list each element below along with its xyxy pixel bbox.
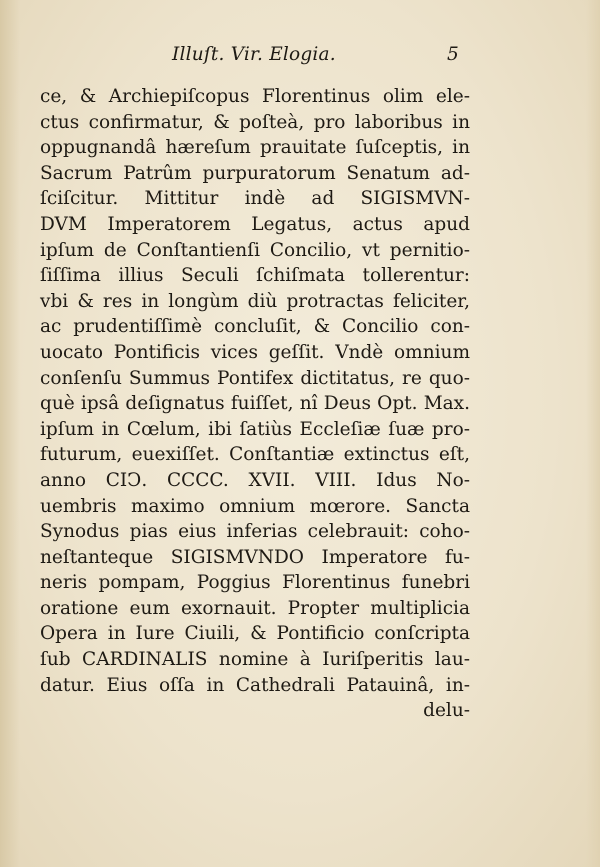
page-edge-shadow-right	[586, 0, 600, 867]
text-line: Sacrum Patrûm purpuratorum Senatum ad-	[40, 162, 470, 184]
text-line: què ipsâ deſignatus fuiſſet, nî Deus Opt. Max.	[40, 393, 470, 415]
body-text	[40, 84, 470, 724]
text-line: uembris maximo omnium mœrore. Sancta	[40, 495, 470, 517]
text-line: neris pompam, Poggius Florentinus funebri	[40, 572, 470, 594]
text-line: ſciſcitur. Mittitur indè ad SIGISMVN-	[40, 188, 470, 210]
text-line: DVM Imperatorem Legatus, actus apud	[40, 213, 470, 235]
text-line: ac prudentiſſimè concluſit, & Concilio con-	[40, 316, 470, 338]
text-line: futurum, euexiſſet. Conſtantiæ extinctus eſt,	[40, 444, 470, 466]
text-line: oppugnandâ hæreſum prauitate ſuſceptis, in	[40, 137, 470, 159]
text-line: datur. Eius oſſa in Cathedrali Patauinâ, in-	[40, 674, 470, 696]
text-line: conſenſu Summus Pontifex dictitatus, re quo-	[40, 367, 470, 389]
text-line: ctus confirmatur, & poſteà, pro laboribus in	[40, 111, 470, 133]
text-line: ſub CARDINALIS nomine à Iuriſperitis lau-	[40, 649, 470, 671]
text-line: anno CIↃ. CCCC. XVII. VIII. Idus No-	[40, 469, 470, 491]
text-line: oratione eum exornauit. Propter multiplicia	[40, 597, 470, 619]
text-line: uocato Pontificis vices geſſit. Vndè omnium	[40, 341, 470, 363]
text-line: ce, & Archiepiſcopus Florentinus olim ele-	[40, 86, 470, 107]
page-number: 5	[447, 44, 459, 65]
text-line: ipſum in Cœlum, ibi ſatiùs Eccleſiæ ſuæ pro-	[40, 418, 470, 440]
page-edge-shadow-left	[0, 0, 20, 867]
text-line: ſiſſima illius Seculi ſchiſmata tollerentur:	[40, 265, 470, 287]
text-line: Opera in Iure Ciuili, & Pontificio conſcripta	[40, 623, 470, 645]
catchword: delu-	[423, 700, 470, 722]
text-line: ipſum de Conſtantienſi Concilio, vt pernitio-	[40, 239, 470, 261]
text-line: neſtanteque SIGISMVNDO Imperatore fu-	[40, 546, 470, 568]
running-title: Illuſt. Vir. Elogia.	[172, 44, 336, 65]
text-line: Synodus pias eius inferias celebrauit: coho-	[40, 521, 470, 543]
text-line: vbi & res in longùm diù protractas feliciter,	[40, 290, 470, 312]
